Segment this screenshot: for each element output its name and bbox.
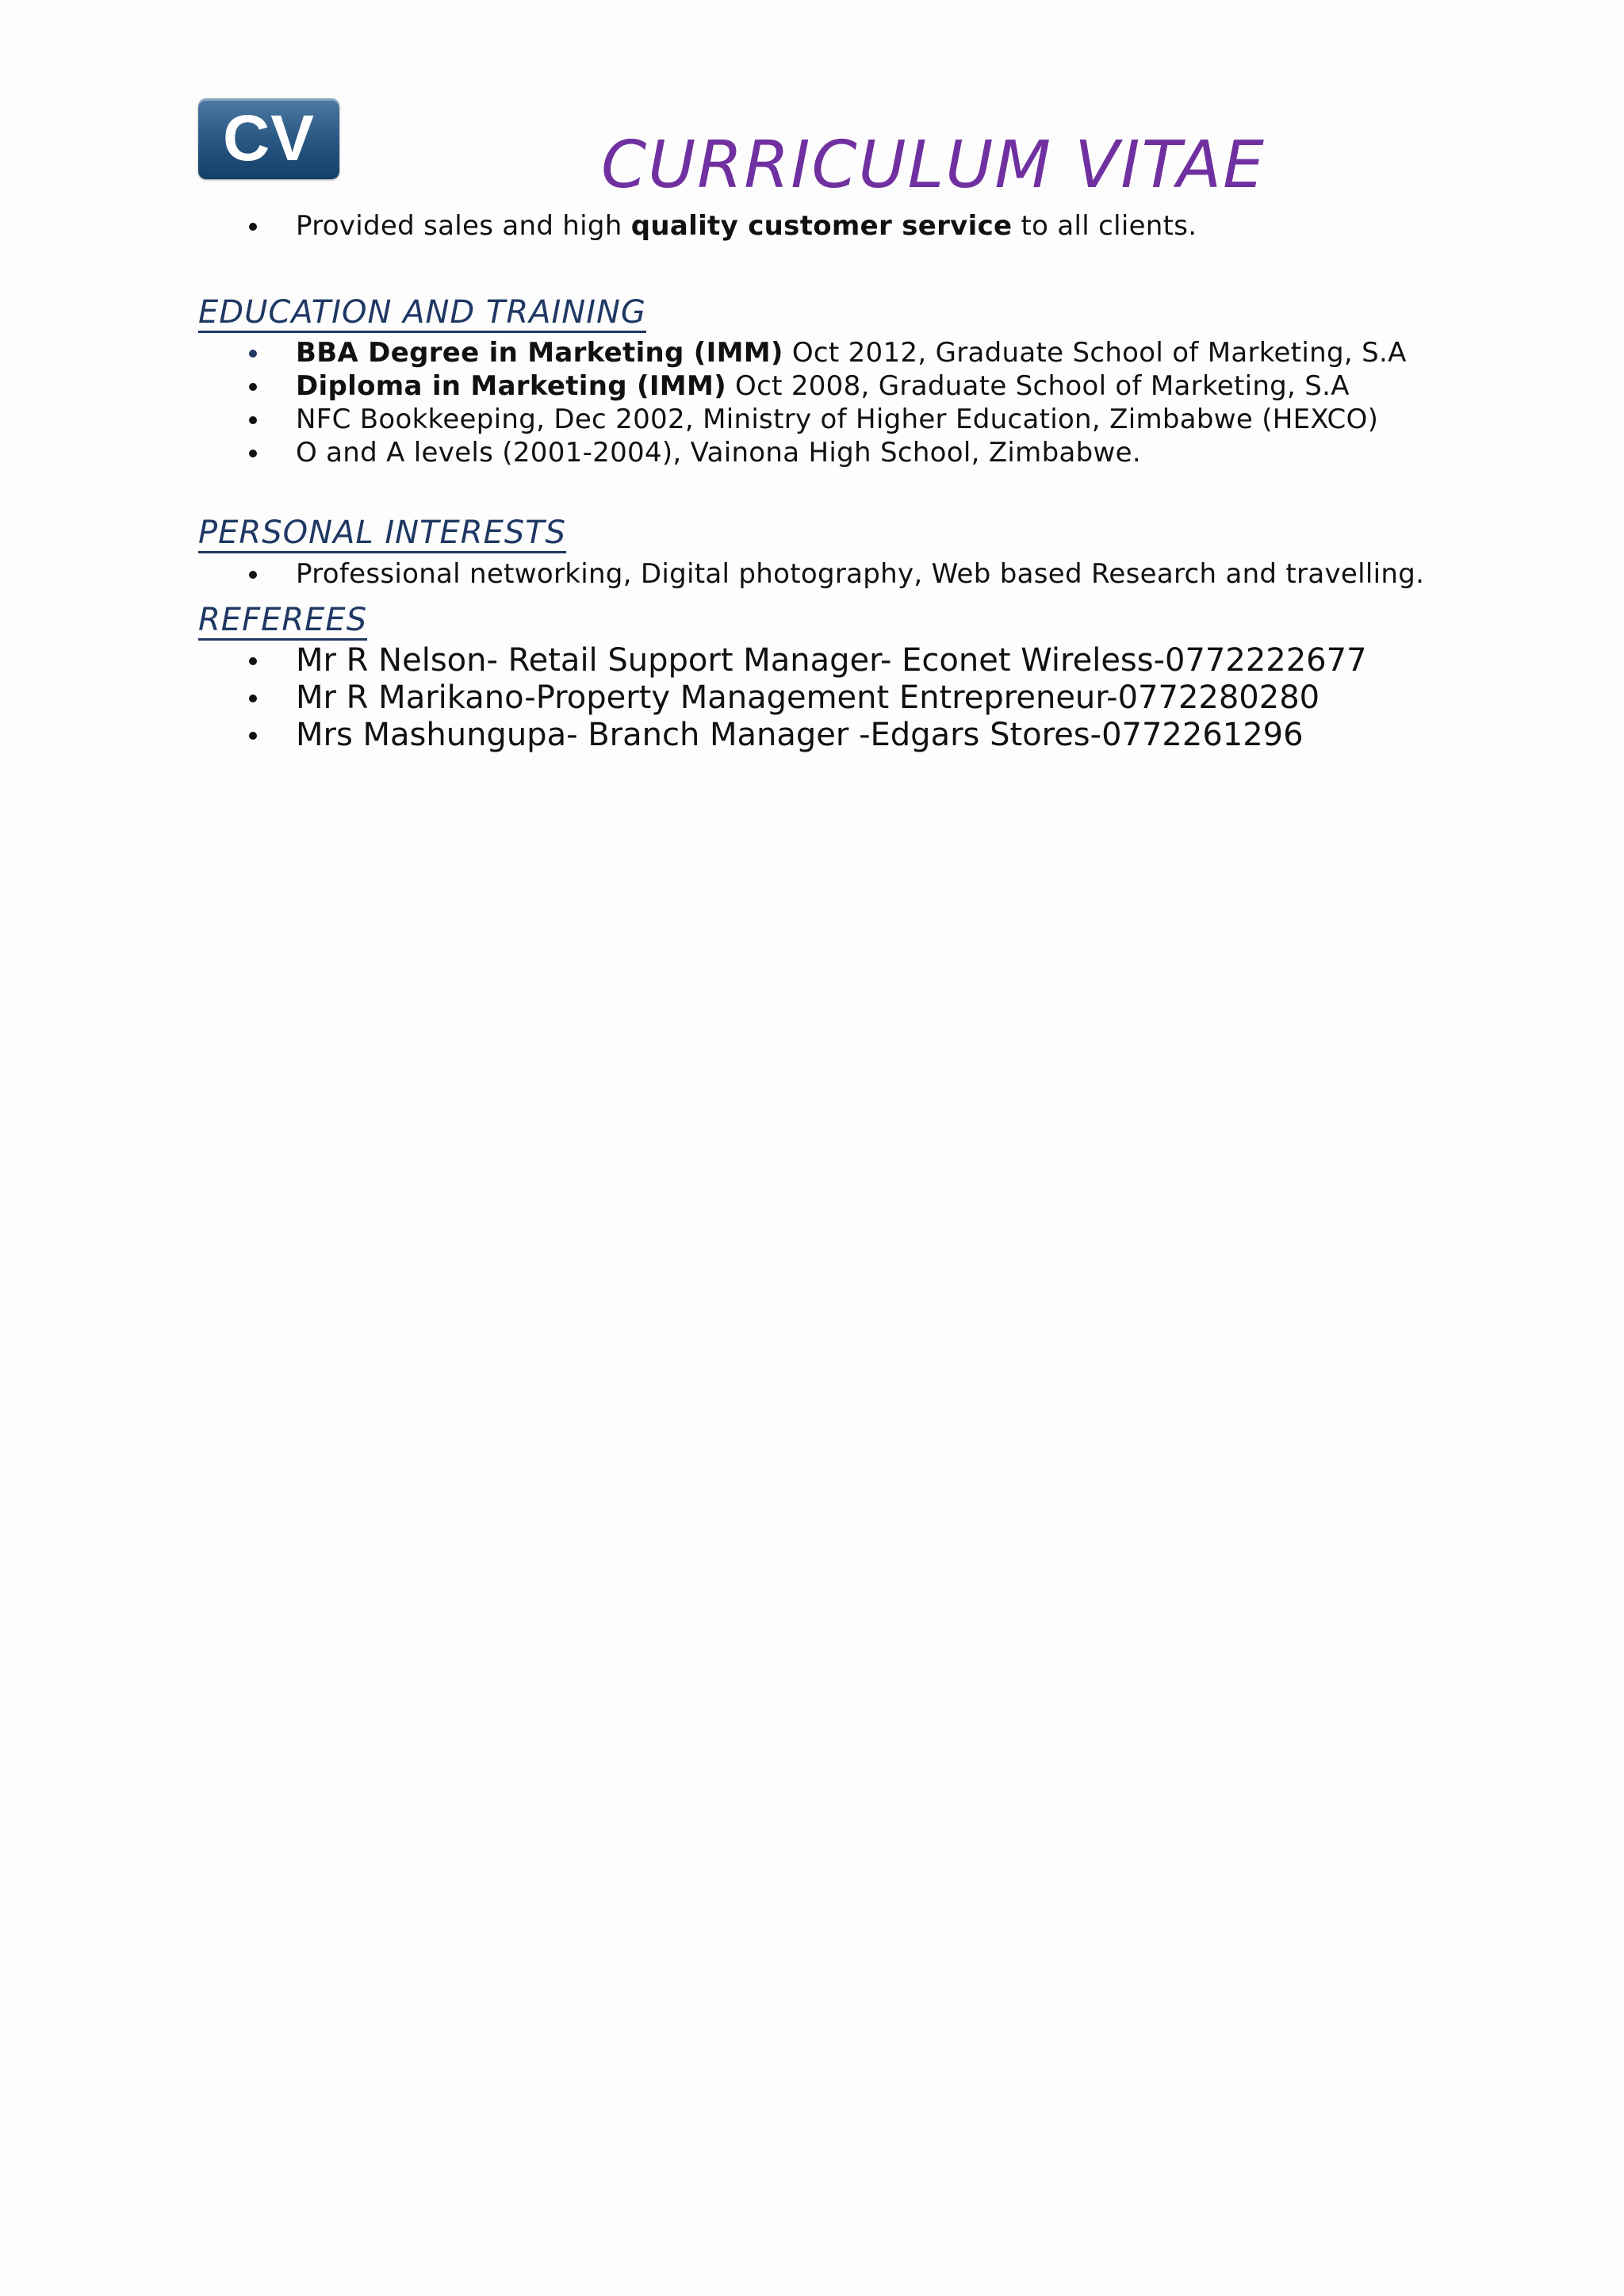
education-heading: EDUCATION AND TRAINING xyxy=(198,297,646,333)
education-list xyxy=(198,336,1407,469)
bullet-icon xyxy=(249,223,257,231)
list-item: Diploma in Marketing (IMM) Oct 2008, Graduate School of Marketing, S.A xyxy=(198,369,1407,403)
referees-list xyxy=(198,642,1367,754)
experience-list xyxy=(198,209,1197,243)
bullet-icon xyxy=(249,657,257,665)
interests-heading: PERSONAL INTERESTS xyxy=(198,517,566,553)
bullet-icon xyxy=(249,450,257,457)
cv-logo: CV xyxy=(198,98,339,179)
bullet-icon xyxy=(249,416,257,424)
referees-heading: REFEREES xyxy=(198,604,367,641)
list-item: NFC Bookkeeping, Dec 2002, Ministry of Higher Education, Zimbabwe (HEXCO) xyxy=(198,403,1407,436)
list-item: Mr R Marikano-Property Management Entrepreneur-0772280280 xyxy=(198,679,1367,717)
interests-list xyxy=(198,557,1424,591)
bullet-icon xyxy=(249,695,257,702)
bullet-icon xyxy=(249,571,257,579)
page-title: CURRICULUM VITAE xyxy=(601,128,1266,203)
list-item: Mr R Nelson- Retail Support Manager- Econet Wireless-0772222677 xyxy=(198,642,1367,679)
bullet-icon xyxy=(249,383,257,391)
list-item: Mrs Mashungupa- Branch Manager -Edgars Stores-0772261296 xyxy=(198,717,1367,754)
list-item: Professional networking, Digital photography, Web based Research and travelling. xyxy=(198,557,1424,591)
list-item: Provided sales and high quality customer service to all clients. xyxy=(198,209,1197,243)
list-item: BBA Degree in Marketing (IMM) Oct 2012, Graduate School of Marketing, S.A xyxy=(198,336,1407,369)
bullet-icon xyxy=(249,732,257,740)
bullet-icon xyxy=(249,350,257,358)
list-item: O and A levels (2001-2004), Vainona High School, Zimbabwe. xyxy=(198,436,1407,469)
